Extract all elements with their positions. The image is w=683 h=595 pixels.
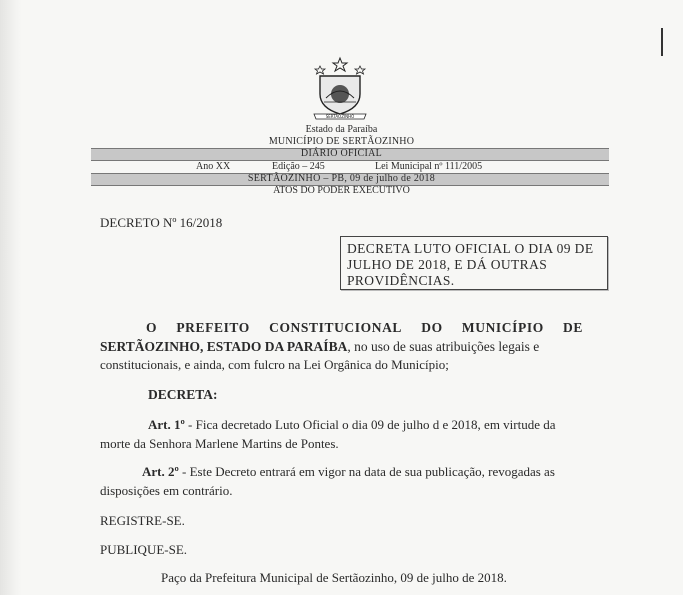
emblem-banner: SERTÃOZINHO [325, 114, 355, 119]
article-2: Art. 2º - Este Decreto entrará em vigor na data de sua publicação, revogadas as [142, 464, 555, 479]
preamble-line-1: O PREFEITO CONSTITUCIONAL DO MUNICÍPIO DE [146, 320, 583, 335]
journal-title: DIÁRIO OFICIAL [300, 148, 383, 159]
summary-line-2: JULHO DE 2018, E DÁ OUTRAS [347, 257, 548, 272]
state-name: Estado da Paraíba [305, 124, 378, 135]
register-line: REGISTRE-SE. [100, 513, 185, 528]
decreta-heading: DECRETA: [148, 387, 218, 402]
article-2-cont: disposições em contrário. [100, 483, 233, 498]
preamble-line-3: constitucionais, e ainda, com fulcro na Lei Orgânica do Município; [100, 357, 449, 372]
decree-summary-box [340, 236, 608, 290]
publish-line: PUBLIQUE-SE. [100, 542, 188, 557]
section-title: ATOS DO PODER EXECUTIVO [273, 185, 410, 196]
article-1: Art. 1º - Fica decretado Luto Oficial o dia 09 de julho d e 2018, em virtude da [148, 417, 556, 432]
decree-number: DECRETO Nº 16/2018 [100, 215, 223, 230]
journal-law: Lei Municipal nº 111/2005 [375, 161, 483, 172]
journal-year: Ano XX [196, 161, 231, 172]
edition-row [0, 161, 683, 173]
journal-edition: Edição – 245 [272, 161, 325, 172]
summary-line-3: PROVIDÊNCIAS. [347, 273, 455, 288]
place-date: SERTÃOZINHO – PB, 09 de julho de 2018 [247, 173, 436, 184]
article-1-cont: morte da Senhora Marlene Martins de Pontes. [100, 436, 339, 451]
municipal-coat-of-arms-icon [312, 56, 368, 122]
summary-line-1: DECRETA LUTO OFICIAL O DIA 09 DE [347, 241, 594, 256]
preamble-line-2: SERTÃOZINHO, ESTADO DA PARAÍBA, no uso de suas atribuições legais e [100, 339, 540, 354]
municipality-name: MUNICÍPIO DE SERTÃOZINHO [268, 136, 415, 147]
scan-mark [661, 28, 663, 56]
scan-page-edge [0, 0, 22, 595]
closing-line: Paço da Prefeitura Municipal de Sertãozinho, 09 de julho de 2018. [161, 570, 507, 585]
